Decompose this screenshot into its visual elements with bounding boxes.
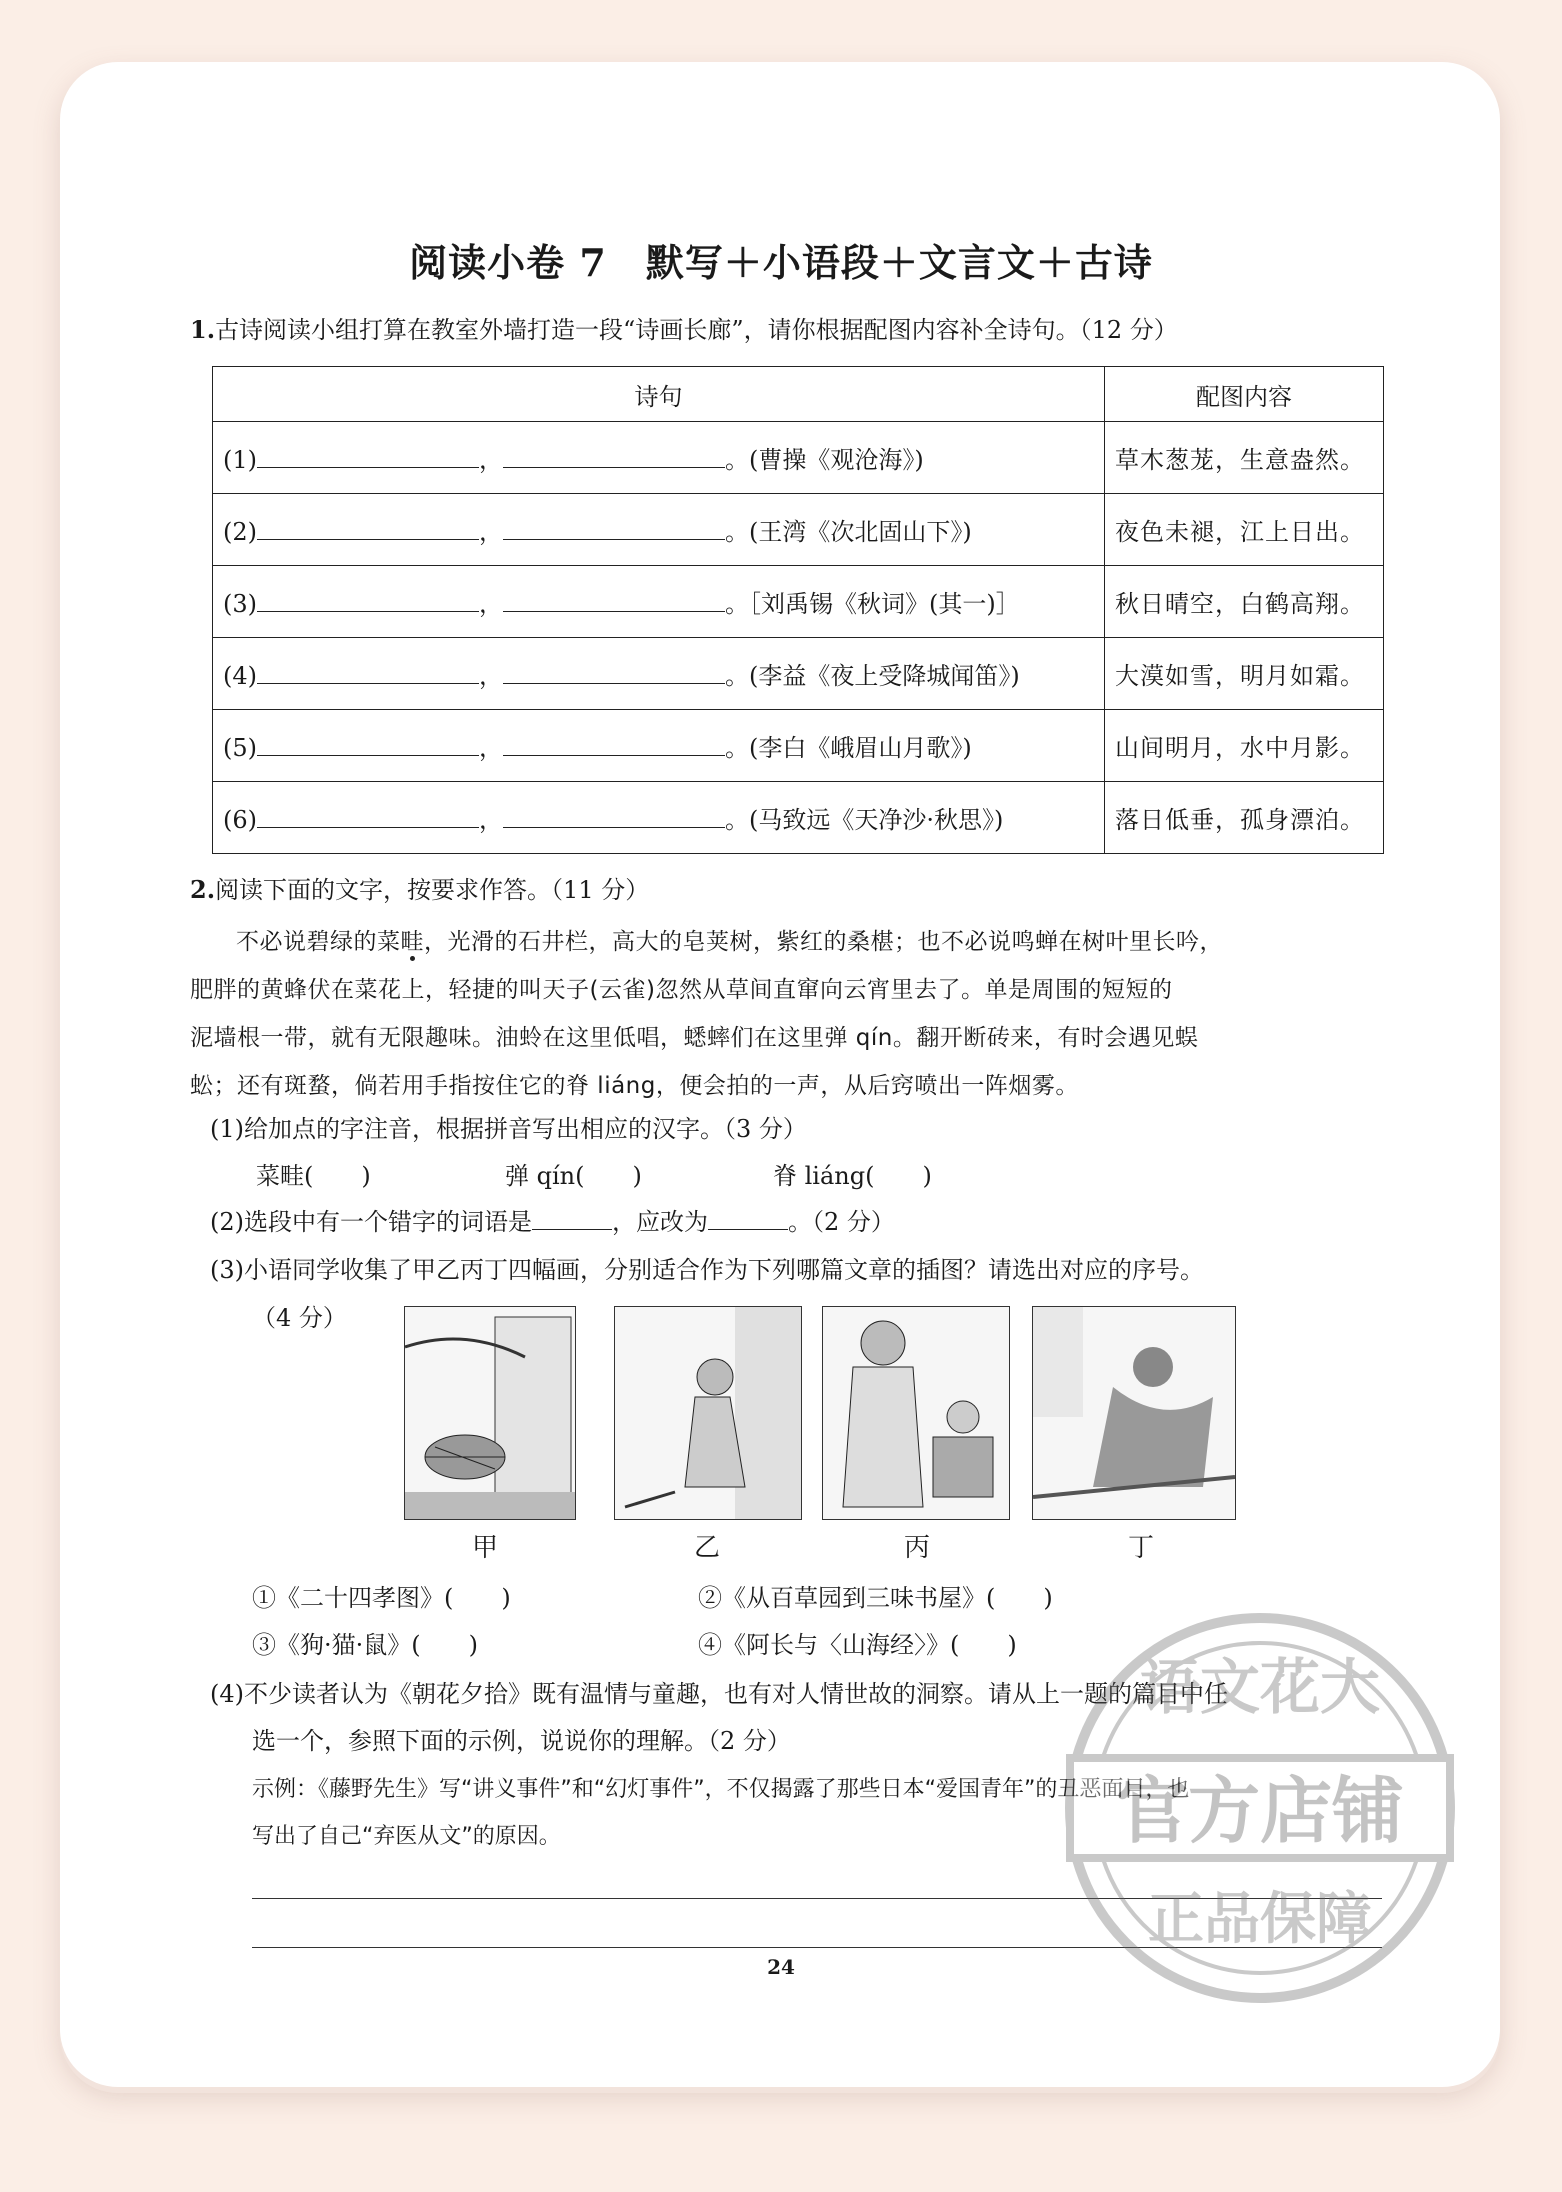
picture-yi <box>614 1306 802 1520</box>
poem-source: 。(王湾《次北固山下》) <box>725 518 972 546</box>
table-row <box>213 638 1384 710</box>
answer-blank[interactable] <box>708 1207 788 1230</box>
answer-blank[interactable] <box>503 589 725 612</box>
comma: ， <box>479 518 503 546</box>
poem-table <box>212 366 1384 854</box>
row-number: (4) <box>223 662 257 690</box>
question-1 <box>190 312 1178 348</box>
option-1: ①《二十四孝图》( ) <box>252 1584 511 1612</box>
row-number: (3) <box>223 590 257 618</box>
poem-source: 。(曹操《观沧海》) <box>725 446 924 474</box>
table-row <box>213 422 1384 494</box>
answer-blank[interactable] <box>257 733 479 756</box>
sub2-text-a: (2)选段中有一个错字的词语是 <box>210 1208 532 1236</box>
passage-line: 泥墙根一带，就有无限趣味。油蛉在这里低唱，蟋蟀们在这里弹 qín。翻开断砖来，有时会遇见蜈 <box>190 1025 1199 1051</box>
comma: ， <box>479 734 503 762</box>
question-2-number: 2. <box>190 875 216 904</box>
sub1-item-1: 菜畦( ) <box>256 1162 371 1190</box>
example-line2: 写出了自己“弃医从文”的原因。 <box>252 1824 561 1849</box>
answer-blank[interactable] <box>503 517 725 540</box>
picture-cell: 山间明月，水中月影。 <box>1105 710 1384 782</box>
poem-cell <box>213 710 1105 782</box>
picture-jia <box>404 1306 576 1520</box>
row-number: (5) <box>223 734 257 762</box>
answer-blank[interactable] <box>532 1207 612 1230</box>
comma: ， <box>479 662 503 690</box>
sub2-text-b: ，应改为 <box>612 1208 708 1236</box>
caption-ding: 丁 <box>1128 1533 1155 1563</box>
passage <box>190 918 1390 1110</box>
poem-cell <box>213 422 1105 494</box>
answer-blank[interactable] <box>503 445 725 468</box>
poem-source: 。(马致远《天净沙·秋思》) <box>725 806 1004 834</box>
stamp-top-text: 语文花大 <box>1140 1653 1380 1723</box>
question-2-text: 阅读下面的文字，按要求作答。（11 分） <box>215 876 650 904</box>
poem-cell <box>213 782 1105 854</box>
sub-question-3: (3)小语同学收集了甲乙丙丁四幅画，分别适合作为下列哪篇文章的插图？请选出对应的序号。 <box>210 1256 1204 1284</box>
picture-cell: 大漠如雪，明月如霜。 <box>1105 638 1384 710</box>
row-number: (6) <box>223 806 257 834</box>
answer-blank[interactable] <box>503 661 725 684</box>
page-title: 阅读小卷 7 默写＋小语段＋文言文＋古诗 <box>409 240 1153 285</box>
question-1-text: 古诗阅读小组打算在教室外墙打造一段“诗画长廊”，请你根据配图内容补全诗句。（12 分） <box>215 316 1178 344</box>
example-line1: 示例：《藤野先生》写“讲义事件”和“幻灯事件”，不仅揭露了那些日本“爱国青年”的丑恶面目，也 <box>252 1777 1190 1802</box>
answer-blank[interactable] <box>257 589 479 612</box>
picture-cell: 落日低垂，孤身漂泊。 <box>1105 782 1384 854</box>
poem-source: 。［刘禹锡《秋词》(其一)］ <box>725 590 1020 618</box>
option-2: ②《从百草园到三味书屋》( ) <box>698 1584 1053 1612</box>
poem-source: 。(李益《夜上受降城闻笛》) <box>725 662 1020 690</box>
sub-question-3-score: （4 分） <box>252 1304 347 1332</box>
passage-line: 蚣；还有斑蝥，倘若用手指按住它的脊 liáng，便会拍的一声，从后窍喷出一阵烟雾。 <box>190 1073 1079 1099</box>
sub-question-1: (1)给加点的字注音，根据拼音写出相应的汉字。（3 分） <box>210 1115 807 1143</box>
poem-source: 。(李白《峨眉山月歌》) <box>725 734 972 762</box>
comma: ， <box>479 446 503 474</box>
sub-question-2 <box>210 1204 895 1240</box>
sub1-item-2: 弹 qín( ) <box>505 1162 642 1190</box>
answer-blank[interactable] <box>257 445 479 468</box>
picture-cell: 夜色未褪，江上日出。 <box>1105 494 1384 566</box>
sub2-text-c: 。（2 分） <box>788 1208 895 1236</box>
table-row <box>213 710 1384 782</box>
picture-cell: 草木葱茏，生意盎然。 <box>1105 422 1384 494</box>
answer-blank[interactable] <box>503 805 725 828</box>
header-picture: 配图内容 <box>1105 367 1384 422</box>
watermark-stamp <box>1060 1608 1460 2008</box>
picture-ding <box>1032 1306 1236 1520</box>
option-3: ③《狗·猫·鼠》( ) <box>252 1631 478 1659</box>
stamp-bottom-text: 正品保障 <box>1148 1887 1372 1952</box>
question-1-number: 1. <box>190 315 216 344</box>
row-number: (2) <box>223 518 257 546</box>
poem-cell <box>213 638 1105 710</box>
header-poem: 诗句 <box>213 367 1105 422</box>
sub1-item-3: 脊 liáng( ) <box>773 1162 932 1190</box>
page-number: 24 <box>767 1955 795 1979</box>
passage-line: 不必说碧绿的菜畦，光滑的石井栏，高大的皂荚树，紫红的桑椹；也不必说鸣蝉在树叶里长吟， <box>236 929 1223 955</box>
answer-blank[interactable] <box>257 517 479 540</box>
question-2 <box>190 872 649 908</box>
table-row <box>213 782 1384 854</box>
poem-table-header <box>213 367 1384 422</box>
caption-yi: 乙 <box>694 1533 721 1563</box>
caption-bing: 丙 <box>904 1533 931 1563</box>
comma: ， <box>479 806 503 834</box>
picture-bing <box>822 1306 1010 1520</box>
answer-blank[interactable] <box>503 733 725 756</box>
passage-line: 肥胖的黄蜂伏在菜花上，轻捷的叫天子(云雀)忽然从草间直窜向云宵里去了。单是周围的短短的 <box>190 977 1173 1003</box>
poem-cell <box>213 566 1105 638</box>
answer-blank[interactable] <box>257 661 479 684</box>
table-row <box>213 566 1384 638</box>
table-row <box>213 494 1384 566</box>
poem-cell <box>213 494 1105 566</box>
stamp-middle-text: 官方店铺 <box>1115 1769 1405 1853</box>
caption-jia: 甲 <box>472 1533 499 1563</box>
sub-question-4-line1: (4)不少读者认为《朝花夕拾》既有温情与童趣，也有对人情世故的洞察。请从上一题的篇目中任 <box>210 1680 1228 1708</box>
option-4: ④《阿长与〈山海经〉》( ) <box>698 1631 1017 1659</box>
sub-question-4-line2: 选一个，参照下面的示例，说说你的理解。（2 分） <box>252 1727 791 1755</box>
answer-blank[interactable] <box>257 805 479 828</box>
picture-cell: 秋日晴空，白鹤高翔。 <box>1105 566 1384 638</box>
row-number: (1) <box>223 446 257 474</box>
comma: ， <box>479 590 503 618</box>
